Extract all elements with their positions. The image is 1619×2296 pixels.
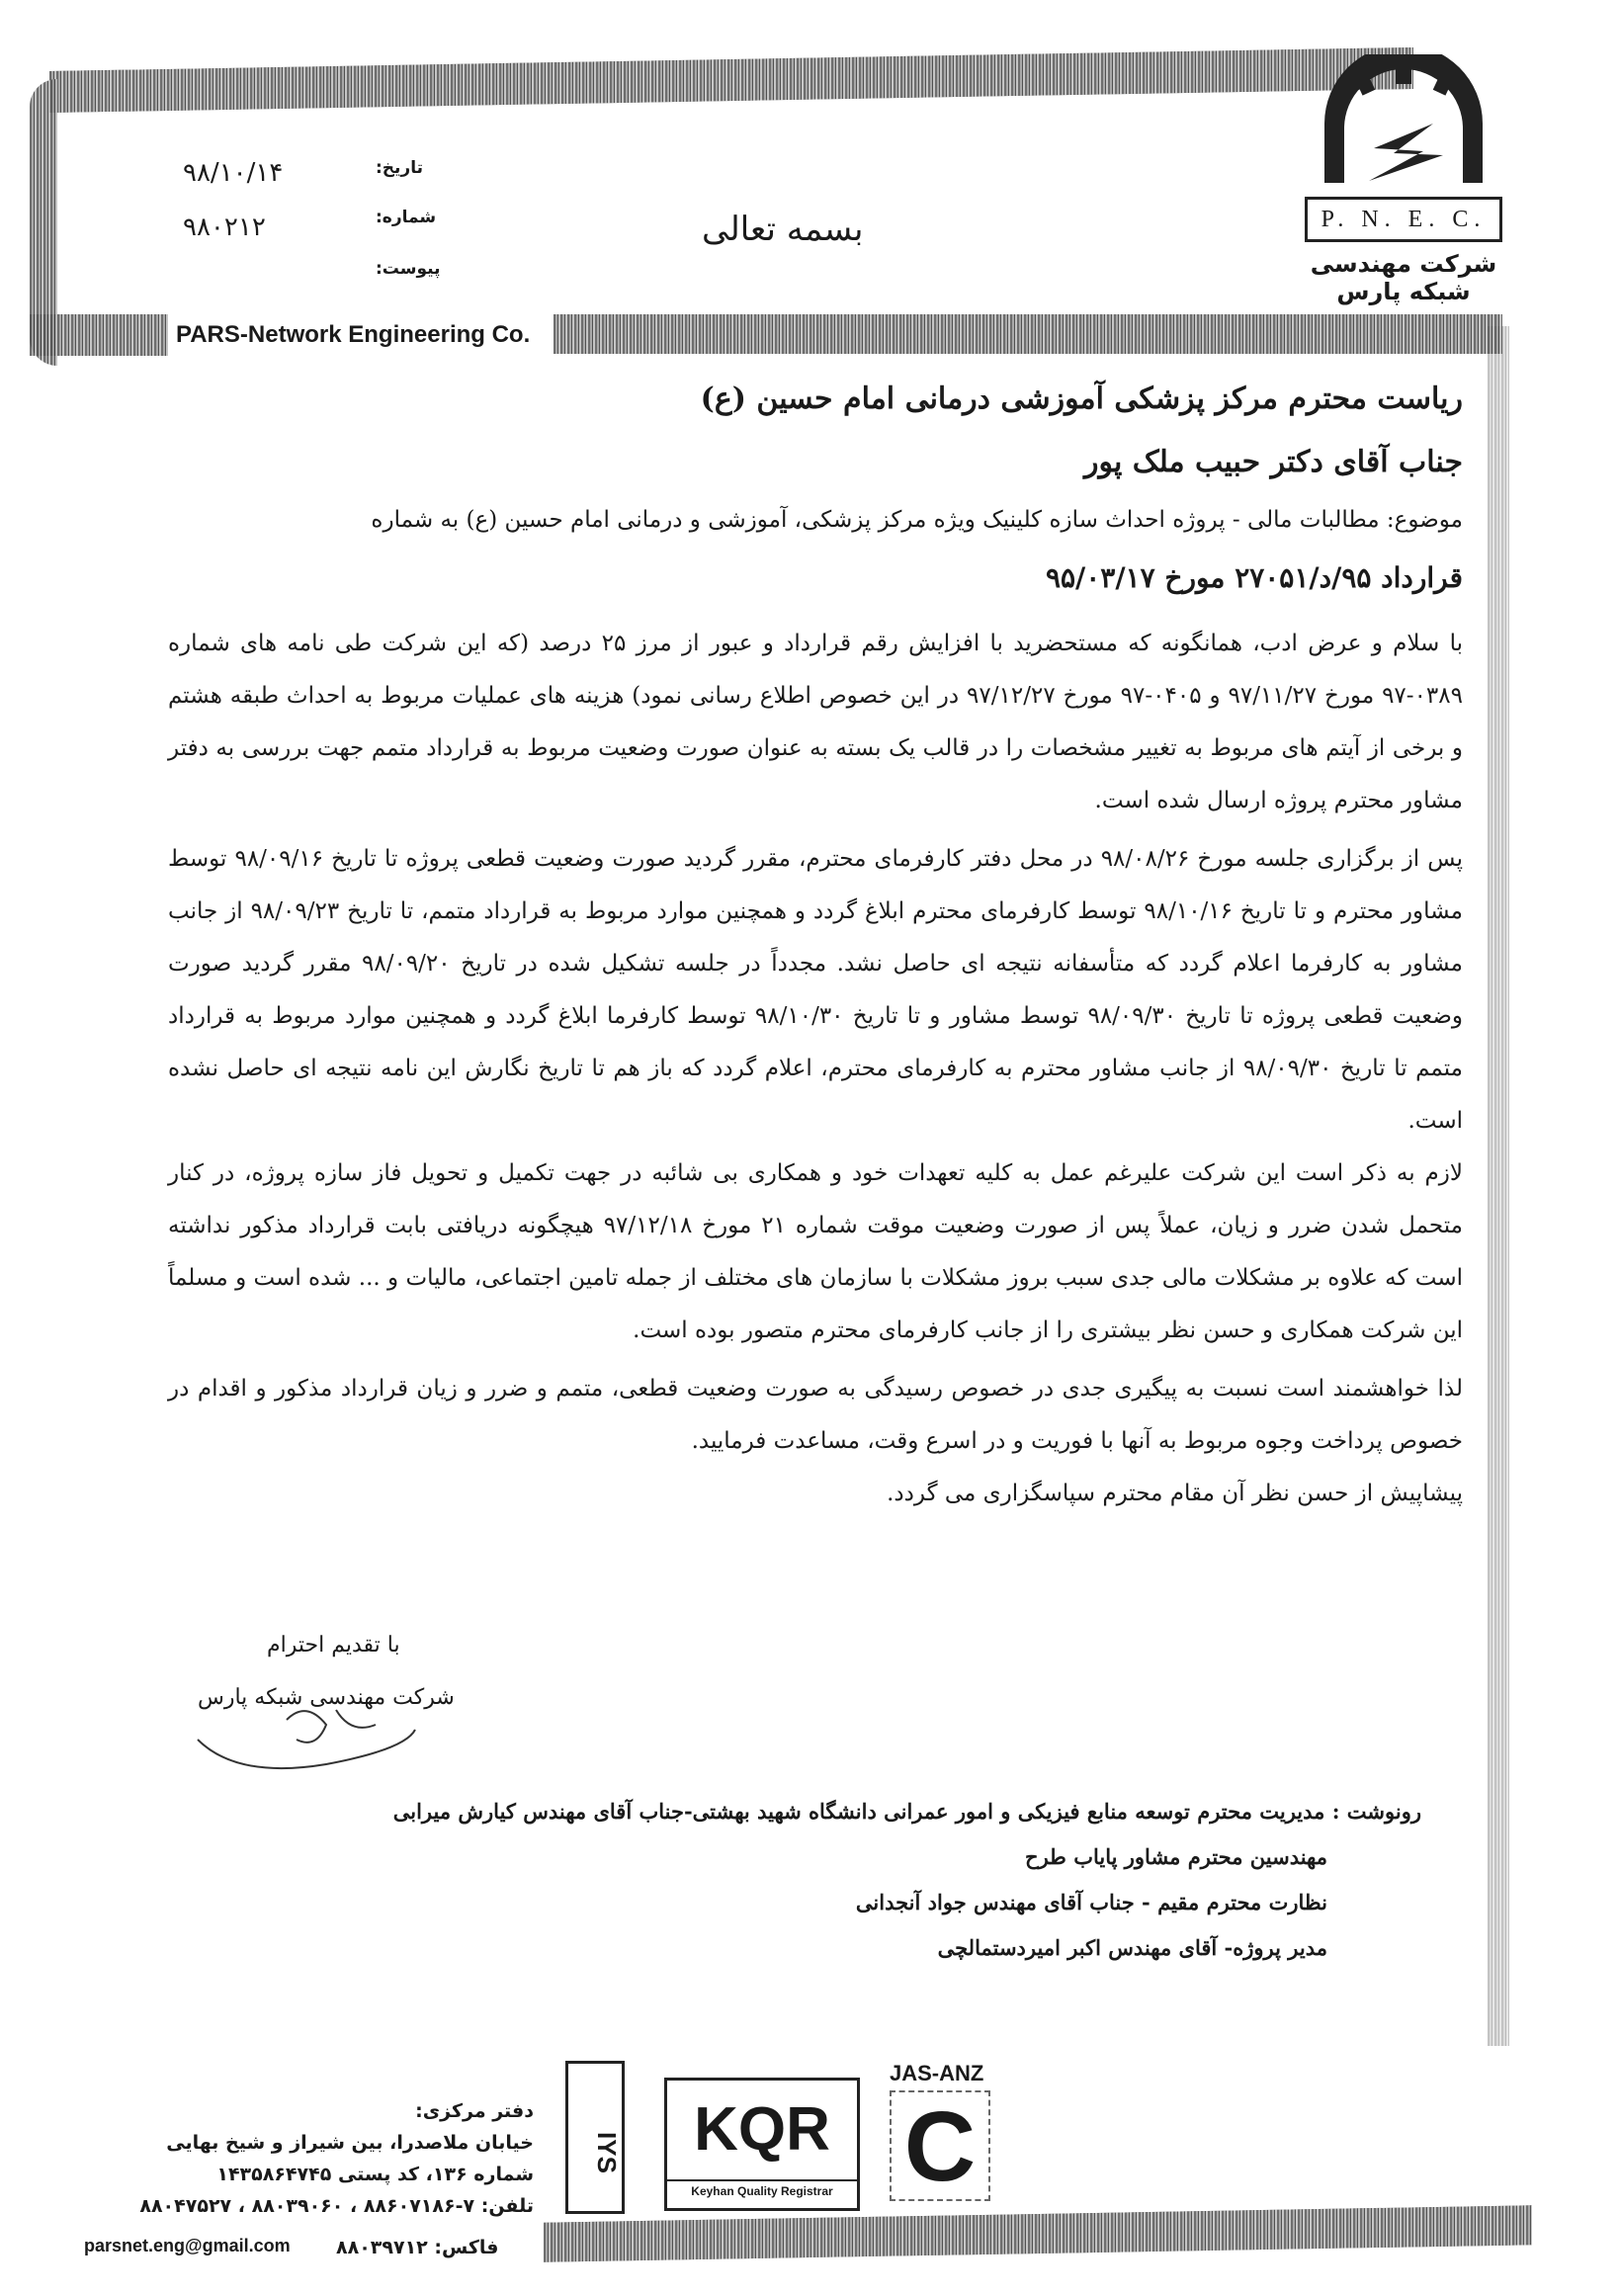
subject-line: موضوع: مطالبات مالی - پروژه احداث سازه کلینیک ویژه مرکز پزشکی، آموزشی و درمانی امام حسین (ع) به شماره xyxy=(371,507,1463,533)
contract-number: قرارداد ۹۵/د/۲۷۰۵۱ مورخ ۹۵/۰۳/۱۷ xyxy=(1045,561,1463,594)
date-label: تاریخ: xyxy=(376,158,423,178)
kqr-text: KQR xyxy=(694,2095,830,2164)
address-line: شماره ۱۳۶، کد پستی ۱۴۳۵۸۶۴۷۴۵ xyxy=(216,2164,534,2185)
fax: فاکس: ۸۸۰۳۹۷۱۲ xyxy=(336,2237,499,2258)
number-value: ۹۸۰۲۱۲ xyxy=(183,213,266,242)
company-name-fa: شرکت مهندسی شبکه پارس xyxy=(1310,250,1497,305)
letterhead-frame-top xyxy=(49,47,1413,113)
phone: تلفن: ۷-۸۸۶۰۷۱۸۶ ، ۸۸۰۳۹۰۶۰ ، ۸۸۰۴۷۵۲۷ xyxy=(139,2195,534,2217)
paragraph: لازم به ذکر است این شرکت علیرغم عمل به کلیه تعهدات خود و همکاری بی شائبه در جهت تکمیل و تحویل فاز سازه پروژه، در کنار متحمل شدن ضرر و زیان، عملاً پس از صورت وضعیت موقت شماره ۲۱ مورخ ۹۷/۱۲/۱۸ هیچگونه دریافتی بابت قرارداد مذکور نداشته است که علاوه بر مشکلات مالی جدی سبب بروز مشکلات با سازمان های مختلف از جمله تامین اجتماعی، مالیات و ... شده است و مسلماً این شرکت همکاری و حسن نظر بیشتری را از جانب کارفرمای محترم متصور بوده است. xyxy=(168,1160,1463,1343)
cc-item: مهندسین محترم مشاور پایاب طرح xyxy=(1025,1844,1327,1869)
cc-item: رونوشت : مدیریت محترم توسعه منابع فیزیکی و امور عمرانی دانشگاه شهید بهشتی-جناب آقای مهندس کیارش میرابی xyxy=(392,1799,1421,1824)
paragraph: پس از برگزاری جلسه مورخ ۹۸/۰۸/۲۶ در محل دفتر کارفرمای محترم، مقرر گردید صورت وضعیت قطعی پروژه تا تاریخ ۹۸/۰۹/۱۶ توسط مشاور محترم و تا تاریخ ۹۸/۱۰/۱۶ توسط کارفرمای محترم ابلاغ گردد و همچنین موارد مربوط به قرارداد متمم، تا تاریخ ۹۸/۰۹/۲۳ از جانب مشاور به کارفرما اعلام گردد که متأسفانه نتیجه ای حاصل نشد. مجدداً در جلسه تشکیل شده در تاریخ ۹۸/۰۹/۲۰ مقرر گردید صورت وضعیت قطعی پروژه تا تاریخ ۹۸/۰۹/۳۰ توسط مشاور و تا تاریخ ۹۸/۱۰/۳۰ توسط کارفرما ابلاغ گردد و همچنین موارد مربوط به قرارداد متمم تا تاریخ ۹۸/۰۹/۳۰ از جانب مشاور محترم به کارفرمای محترم، اعلام گردد که باز هم تا تاریخ نگارش این نامه نتیجه ای حاصل نشده است. xyxy=(168,846,1464,1134)
office-label: دفتر مرکزی: xyxy=(415,2100,534,2122)
recipient-name: جناب آقای دکتر حبیب ملک پور xyxy=(1083,445,1463,479)
page-frame-right xyxy=(1488,326,1509,2046)
footer-bar xyxy=(544,2205,1532,2261)
footer-address xyxy=(59,2095,534,2222)
email-link[interactable]: parsnet.eng@gmail.com xyxy=(84,2236,291,2255)
company-name-en: PARS-Network Engineering Co. xyxy=(170,321,536,349)
address-line: خیابان ملاصدرا، بین شیراز و شیخ بهایی xyxy=(166,2132,534,2154)
number-label: شماره: xyxy=(376,208,437,227)
kqr-cert-logo xyxy=(664,2078,860,2211)
recipient-title: ریاست محترم مرکز پزشکی آموزشی درمانی امام حسین (ع) xyxy=(700,382,1463,416)
logo-abbreviation: P. N. E. C. xyxy=(1305,197,1502,242)
paragraph: پیشاپیش از حسن نظر آن مقام محترم سپاسگزاری می گردد. xyxy=(887,1481,1463,1506)
letter-body xyxy=(168,368,1463,1520)
closing-company: شرکت مهندسی شبکه پارس xyxy=(198,1685,455,1710)
iys-cert-logo: IYS xyxy=(565,2061,625,2214)
cc-item: مدیر پروژه- آقای مهندس اکبر امیردستمالچی xyxy=(937,1935,1327,1960)
cc-item: نظارت محترم مقیم - جناب آقای مهندس جواد آنجدانی xyxy=(855,1890,1327,1914)
paragraph: با سلام و عرض ادب، همانگونه که مستحضرید با افزایش رقم قرارداد و عبور از مرز ۲۵ درصد (که این شرکت طی نامه های شماره ۰۳۸۹-۹۷ مورخ ۹۷/۱۱/۲۷ و ۰۴۰۵-۹۷ مورخ ۹۷/۱۲/۲۷ در این خصوص اطلاع رسانی نمود) هزینه های عملیات مربوط به احداث طبقه هشتم و برخی از آیتم های مربوط به تغییر مشخصات را در قالب یک بسته به عنوان صورت وضعیت مربوط به قرارداد متمم جهت بررسی به دفتر مشاور محترم پروژه ارسال شده است. xyxy=(168,631,1463,813)
jas-anz-cert-logo: C xyxy=(890,2090,990,2201)
cc-list xyxy=(393,1789,1421,1971)
letterhead-frame-bottom-left xyxy=(30,314,168,356)
basmala: بسمه تعالی xyxy=(702,210,864,249)
closing-regards: با تقدیم احترام xyxy=(267,1633,400,1658)
signature xyxy=(178,1680,435,1789)
kqr-caption: Keyhan Quality Registrar xyxy=(667,2179,857,2201)
paragraph: لذا خواهشمند است نسبت به پیگیری جدی در خصوص رسیدگی به صورت وضعیت قطعی، متمم و ضرر و زیان قرارداد مذکور و اقدام در خصوص پرداخت وجوه مربوط به آنها با فوریت و در اسرع وقت، مساعدت فرمایید. xyxy=(168,1376,1463,1454)
letterhead-frame-bottom xyxy=(554,314,1502,354)
company-logo xyxy=(1285,54,1522,305)
date-value: ۹۸/۱۰/۱۴ xyxy=(183,158,284,188)
jas-anz-label: JAS-ANZ xyxy=(890,2061,984,2085)
attachment-label: پیوست: xyxy=(376,259,441,279)
gear-lightning-icon xyxy=(1285,54,1522,193)
